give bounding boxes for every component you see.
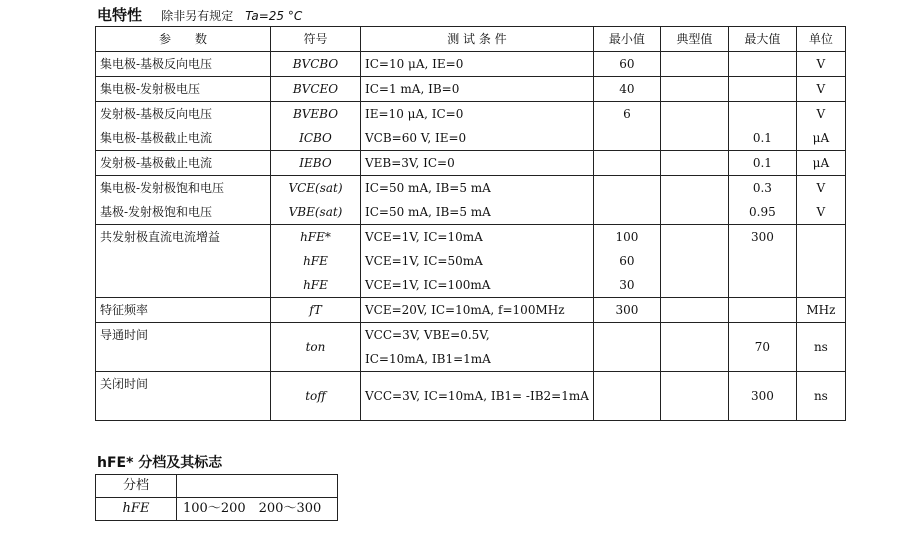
header-typ: 典型值 bbox=[660, 27, 728, 52]
header-max: 最大值 bbox=[728, 27, 796, 52]
table-row: 导通时间 ton VCC=3V, VBE=0.5V, IC=10mA, IB1=1mA 70 ns bbox=[96, 323, 846, 372]
electrical-characteristics-table bbox=[95, 26, 846, 421]
condition-note: 除非另有规定 Ta=25 °C bbox=[161, 9, 303, 23]
hfe-grading-table bbox=[95, 474, 338, 521]
table-row: 集电极-基极反向电压 BVCBO IC=10 μA, IE=0 60 V bbox=[96, 52, 846, 77]
table-row: 特征频率 fT VCE=20V, IC=10mA, f=100MHz 300 MHz bbox=[96, 298, 846, 323]
grading-title: hFE* 分档及其标志 bbox=[97, 455, 223, 471]
table-row: 共发射极直流电流增益 hFE* hFE hFE VCE=1V, IC=10mA VCE=1V, IC=50mA VCE=1V, IC=100mA 100 60 30 300 bbox=[96, 225, 846, 298]
table-header-row bbox=[96, 27, 846, 52]
table-row: 发射极-基极截止电流 IEBO VEB=3V, IC=0 0.1 μA bbox=[96, 151, 846, 176]
table-row: hFE 100～200 200～300 bbox=[96, 498, 338, 521]
header-unit: 单位 bbox=[796, 27, 845, 52]
header-min: 最小值 bbox=[593, 27, 660, 52]
table-row: 发射极-基极反向电压 集电极-基极截止电流 BVEBO ICBO IE=10 μA, IC=0 VCB=60 V, IE=0 6 0.1 V μA bbox=[96, 102, 846, 151]
table-row: 关闭时间 toff VCC=3V, IC=10mA, IB1= -IB2=1mA 300 ns bbox=[96, 372, 846, 421]
header-test: 测 试 条 件 bbox=[361, 27, 594, 52]
section-title: 电特性 除非另有规定 Ta=25 °C bbox=[97, 6, 303, 24]
header-param: 参 数 bbox=[96, 27, 271, 52]
table-row: 分档 bbox=[96, 475, 338, 498]
table-row: 集电极-发射极电压 BVCEO IC=1 mA, IB=0 40 V bbox=[96, 77, 846, 102]
header-symbol: 符号 bbox=[271, 27, 361, 52]
table-row: 集电极-发射极饱和电压 基极-发射极饱和电压 VCE(sat) VBE(sat) IC=50 mA, IB=5 mA IC=50 mA, IB=5 mA 0.3 0.95 V V bbox=[96, 176, 846, 225]
